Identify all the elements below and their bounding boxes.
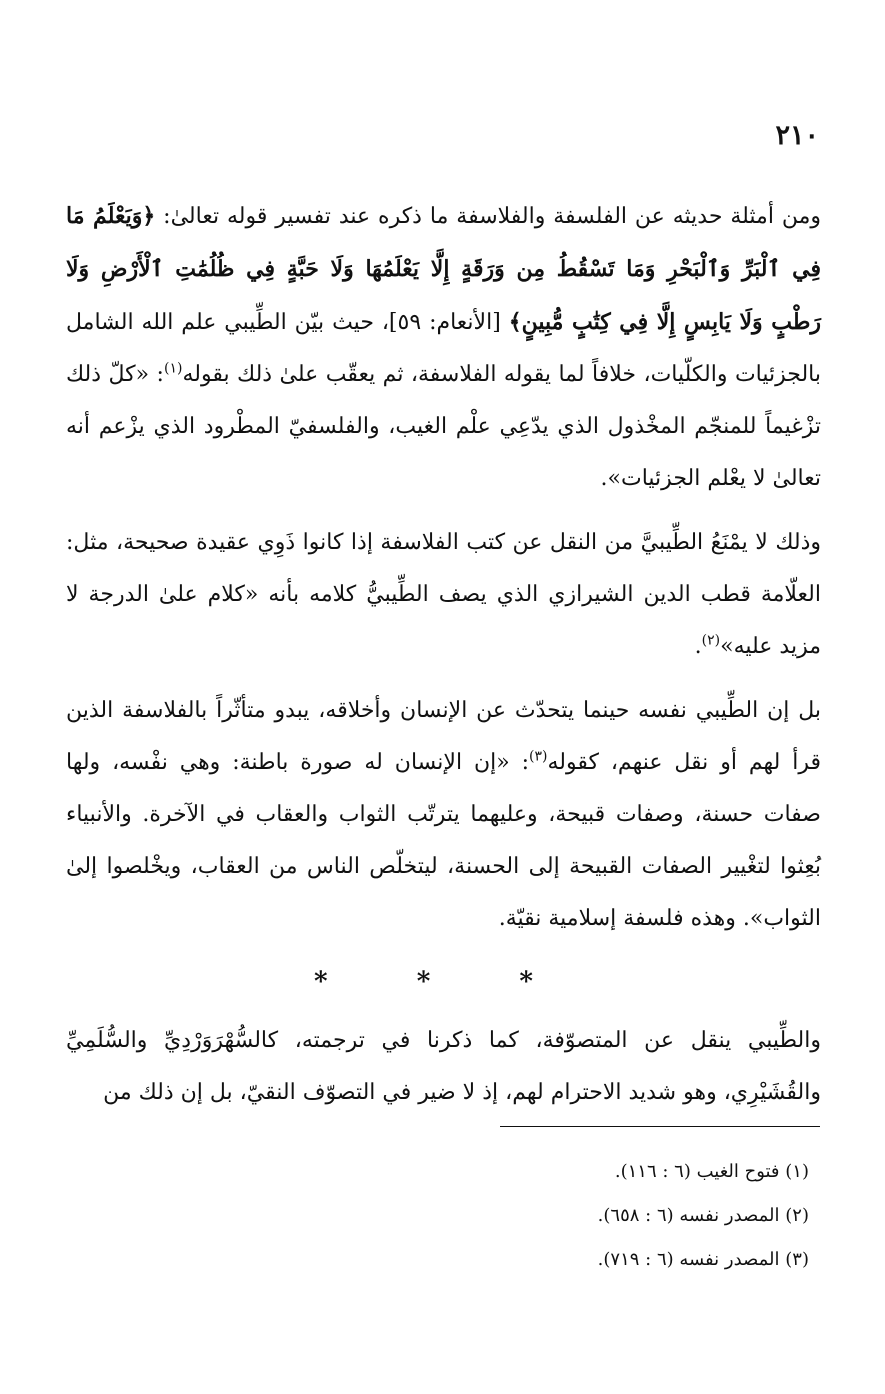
paragraph-1-intro: ومن أمثلة حديثه عن الفلسفة والفلاسفة ما ذكره عند تفسير قوله تعالىٰ: xyxy=(163,204,822,229)
section-separator: * * * xyxy=(314,967,573,997)
paragraph-2 xyxy=(66,517,821,673)
footnote-3: (٣) المصدر نفسه (٦ : ٧١٩). xyxy=(597,1249,809,1270)
main-text xyxy=(66,190,821,1119)
paragraph-4 xyxy=(66,1015,821,1119)
paragraph-3-text-a: بل إن الطِّيبي نفسه حينما يتحدّث عن الإنسان وأخلاقه، يبدو متأثّراً بالفلاسفة الذين قرأ لهم أو نقل عنهم، كقوله xyxy=(66,698,821,775)
paragraph-2-text-b: . xyxy=(694,634,702,659)
paragraph-1 xyxy=(66,190,821,505)
paragraph-3 xyxy=(66,685,821,945)
paragraph-1-text-b: : «كلّ ذلك تزْغيماً للمنجّم المخْذول الذي يدّعِي علْم الغيب، والفلسفيّ المطْرود الذي يزْعم أنه تعالىٰ لا يعْلم الجزئيات». xyxy=(66,362,821,491)
paragraph-4-text: والطِّيبي ينقل عن المتصوّفة، كما ذكرنا في ترجمته، كالسُّهْرَوَرْدِيِّ والسُّلَمِيِّ والقُشَيْرِي، وهو شديد الاحترام لهم، إذ لا ضير في التصوّف النقيّ، بل إن ذلك من xyxy=(66,1028,821,1105)
page-number: ٢١٠ xyxy=(775,120,819,151)
quran-verse: ﴿وَيَعْلَمُ مَا فِي ٱلْبَرِّ وَٱلْبَحْرِ وَمَا تَسْقُطُ مِن وَرَقَةٍ إِلَّا يَعْلَمُهَا وَلَا حَبَّةٍ فِي ظُلُمَٰتِ ٱلْأَرْضِ وَلَا رَطْبٍ وَلَا يَابِسٍ إِلَّا فِي كِتَٰبٍ مُّبِينٍ﴾ xyxy=(66,203,821,335)
footnote-ref-2[interactable]: (٢) xyxy=(701,632,721,649)
footnote-2: (٢) المصدر نفسه (٦ : ٦٥٨). xyxy=(597,1205,809,1226)
footnote-ref-1[interactable]: (١) xyxy=(163,360,183,377)
footnote-1: (١) فتوح الغيب (٦ : ١١٦). xyxy=(614,1161,809,1182)
footnote-divider xyxy=(500,1126,820,1127)
paragraph-3-text-b: : «إن الإنسان له صورة باطنة: وهي نفْسه، ولها صفات حسنة، وصفات قبيحة، وعليهما يترتّب الثواب والعقاب في الآخرة. والأنبياء بُعِثوا لتغْيير الصفات القبيحة إلى الحسنة، ليتخلّص الناس من العقاب، ويخْلصوا إلىٰ الثواب». وهذه فلسفة إسلامية نقيّة. xyxy=(66,750,821,931)
paragraph-1-text-a: [الأنعام: ٥٩]، حيث بيّن الطِّيبي علم الله الشامل بالجزئيات والكلّيات، خلافاً لما يقوله الفلاسفة، ثم يعقّب علىٰ ذلك بقوله xyxy=(66,310,821,387)
footnote-ref-3[interactable]: (٣) xyxy=(529,748,548,765)
footnotes xyxy=(66,1150,809,1282)
paragraph-2-text-a: وذلك لا يمْنَعُ الطِّيبيَّ من النقل عن كتب الفلاسفة إذا كانوا ذَوِي عقيدة صحيحة، مثل: العلّامة قطب الدين الشيرازي الذي يصف الطِّيبيُّ كلامه بأنه «كلام علىٰ الدرجة لا مزيد عليه» xyxy=(66,530,821,659)
